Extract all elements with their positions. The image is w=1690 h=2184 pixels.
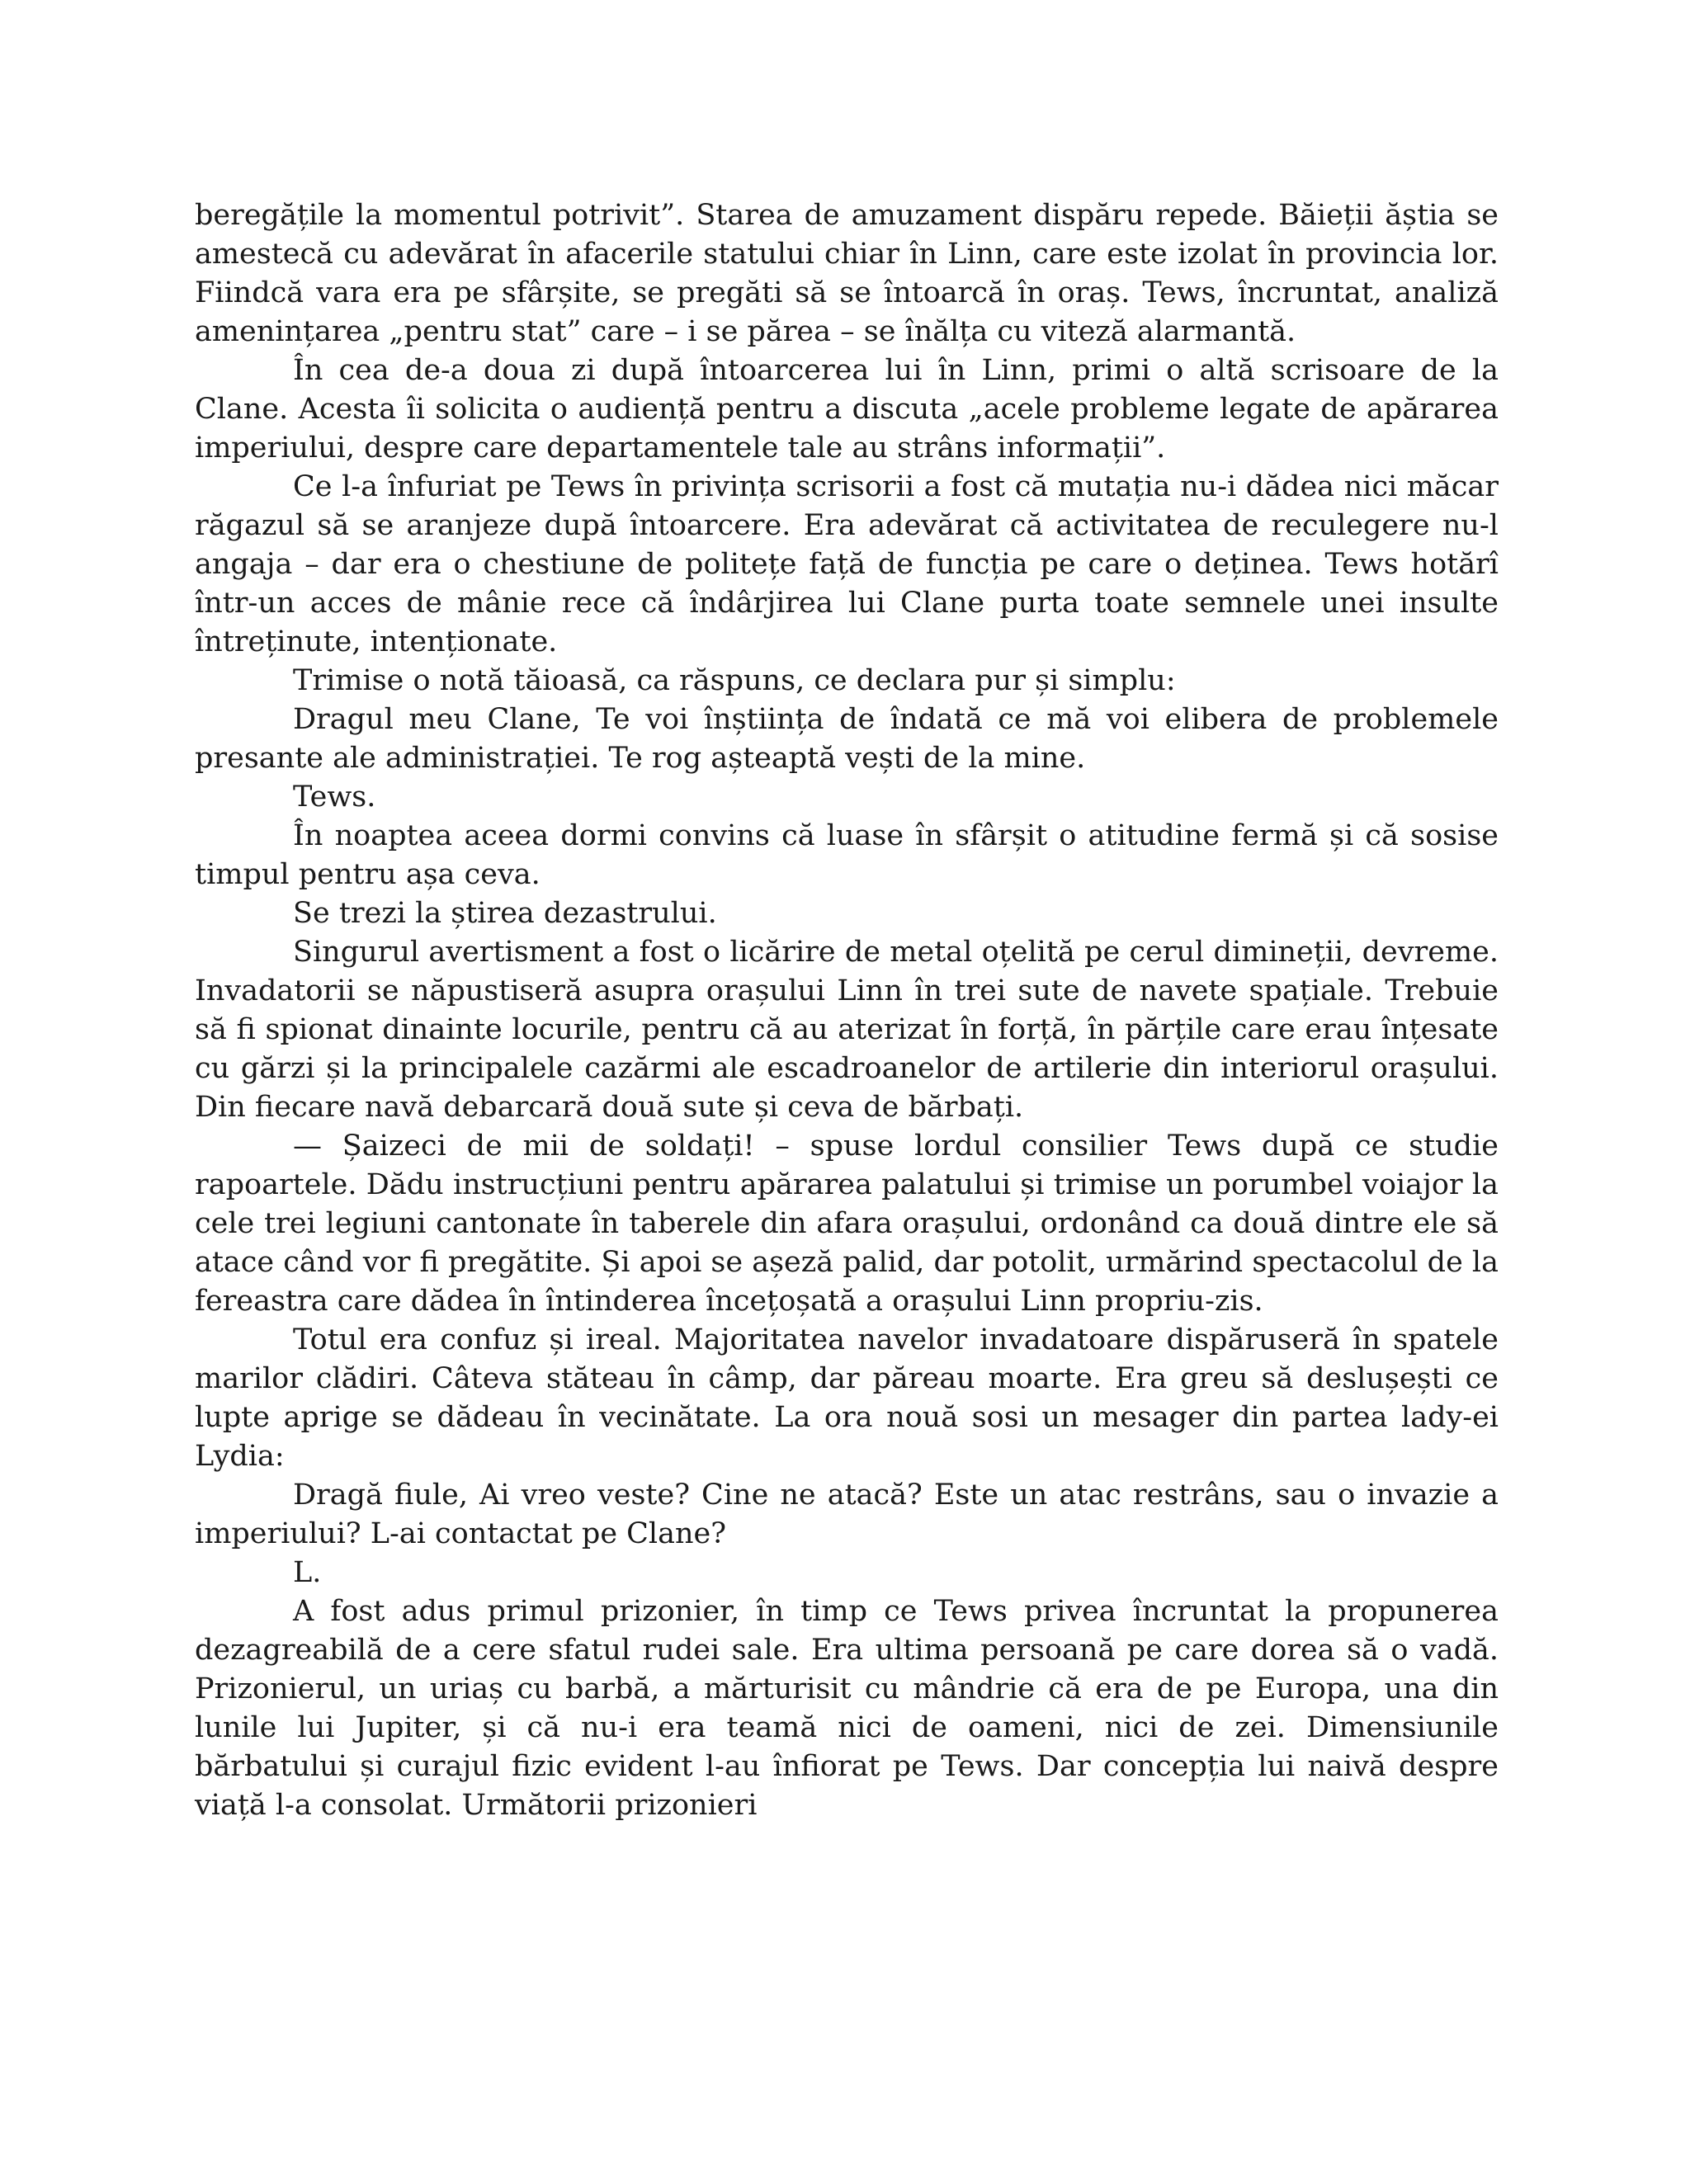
paragraph-6-signature: Tews.: [293, 781, 376, 814]
paragraph-2: În cea de-a doua zi după întoarcerea lui în Linn, primi o altă scrisoare de la Clane. Acesta îi solicita o audiență pentru a discuta „acele probleme legate de apărarea imperiului, despre care departamentele tale au strâns informații”.: [195, 354, 1499, 465]
paragraph-11: Totul era confuz și ireal. Majoritatea navelor invadatoare dispăruseră în spatele marilor clădiri. Câteva stăteau în câmp, dar păreau moarte. Era greu să deslușești ce lupte aprige se dădeau în vecinătate. La ora nouă sosi un mesager din partea lady-ei Lydia:: [195, 1323, 1499, 1473]
paragraph-12-letter: Dragă fiule, Ai vreo veste? Cine ne atacă? Este un atac restrâns, sau o invazie a imperiului? L-ai contactat pe Clane?: [195, 1479, 1499, 1550]
paragraph-10-dialogue: — Șaizeci de mii de soldați! – spuse lordul consilier Tews după ce studie rapoartele. Dădu instrucțiuni pentru apărarea palatului și trimise un porumbel voiajor la cele trei legiuni cantonate în taberele din afara orașului, ordonând ca două dintre ele să atace când vor fi pregătite. Și apoi se așeză palid, dar potolit, urmărind spectacolul de la fereastra care dădea în întinderea încețoșată a orașului Linn propriu-zis.: [195, 1130, 1499, 1318]
paragraph-1: beregățile la momentul potrivit”. Starea de amuzament dispăru repede. Băieții ăștia se amestecă cu adevărat în afacerile statului chiar în Linn, care este izolat în provincia lor. Fiindcă vara era pe sfârșite, se pregăti să se întoarcă în oraș. Tews, încruntat, analiză amenințarea „pentru stat” care – i se părea – se înălța cu viteză alarmantă.: [195, 199, 1499, 348]
paragraph-4: Trimise o notă tăioasă, ca răspuns, ce declara pur și simplu:: [293, 664, 1176, 697]
paragraph-13-signature: L.: [293, 1556, 322, 1589]
paragraph-8: Se trezi la știrea dezastrului.: [293, 897, 717, 930]
document-page: [195, 196, 1499, 1825]
paragraph-3: Ce l-a înfuriat pe Tews în privința scrisorii a fost că mutația nu-i dădea nici măcar răgazul să se aranjeze după întoarcere. Era adevărat că activitatea de reculegere nu-l angaja – dar era o chestiune de politețe față de funcția pe care o deținea. Tews hotărî într-un acces de mânie rece că îndârjirea lui Clane purta toate semnele unei insulte întreținute, intenționate.: [195, 470, 1499, 658]
paragraph-7: În noaptea aceea dormi convins că luase în sfârșit o atitudine fermă și că sosise timpul pentru așa ceva.: [195, 819, 1499, 891]
paragraph-5-letter: Dragul meu Clane, Te voi înștiința de îndată ce mă voi elibera de problemele presante ale administrației. Te rog așteaptă vești de la mine.: [195, 703, 1499, 775]
paragraph-14: A fost adus primul prizonier, în timp ce Tews privea încruntat la propunerea dezagreabilă de a cere sfatul rudei sale. Era ultima persoană pe care dorea să o vadă. Prizonierul, un uriaș cu barbă, a mărturisit cu mândrie că era de pe Europa, una din lunile lui Jupiter, și că nu-i era teamă nici de oameni, nici de zei. Dimensiunile bărbatului și curajul fizic evident l-au înfiorat pe Tews. Dar concepția lui naivă despre viață l-a consolat. Următorii prizonieri: [195, 1595, 1499, 1822]
paragraph-9: Singurul avertisment a fost o licărire de metal oțelită pe cerul dimineții, devreme. Invadatorii se năpustiseră asupra orașului Linn în trei sute de navete spațiale. Trebuie să fi spionat dinainte locurile, pentru că au aterizat în forță, în părțile care erau înțesate cu gărzi și la principalele cazărmi ale escadroanelor de artilerie din interiorul orașului. Din fiecare navă debarcară două sute și ceva de bărbați.: [195, 936, 1499, 1124]
